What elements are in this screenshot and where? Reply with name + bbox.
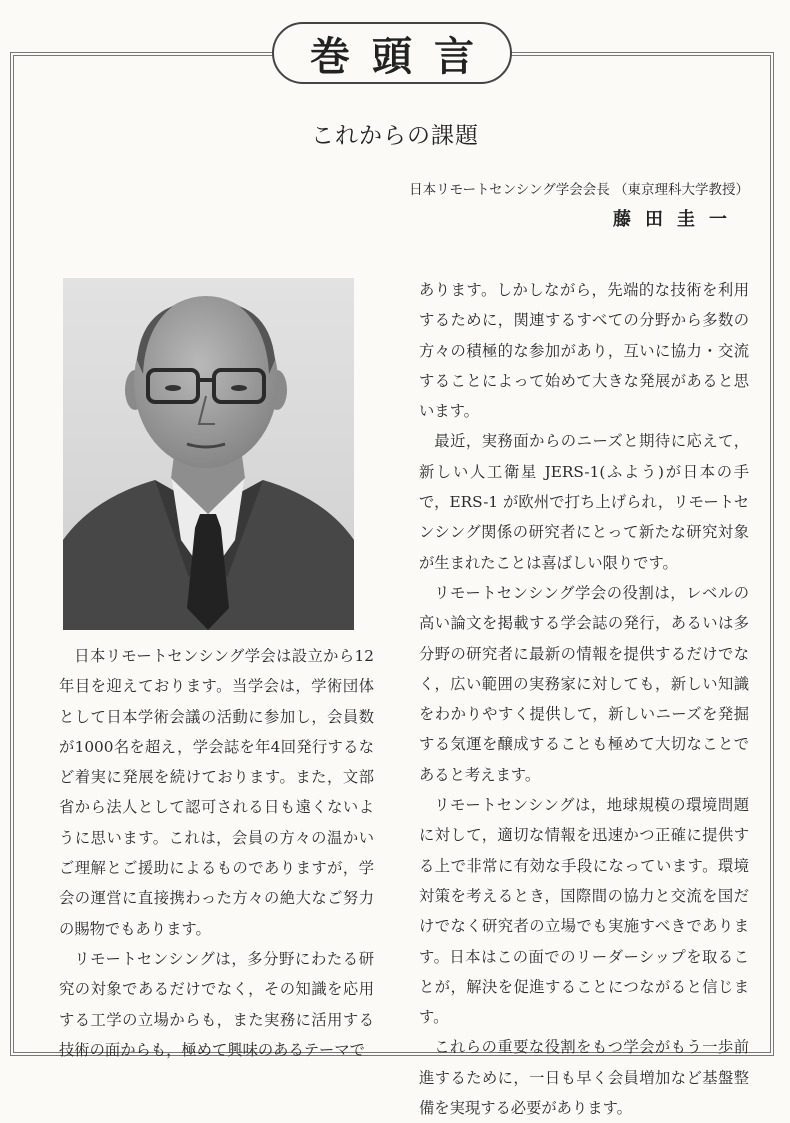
paragraph: これらの重要な役割をもつ学会がもう一歩前進するために，一日も早く会員増加など基盤整備を実現する必要があります。: [419, 1038, 749, 1118]
paragraph: リモートセンシングは，多分野にわたる研究の対象であるだけでなく，その知識を応用する工学の立場からも，また実務に活用する技術の面からも，極めて興味のあるテーマで: [59, 949, 374, 1059]
portrait-illustration: [63, 278, 354, 630]
section-header-label: 巻頭言: [310, 33, 496, 80]
paragraph: リモートセンシングは，地球規模の環境問題に対して，適切な情報を迅速かつ正確に提供する上で非常に有効な手段になっています。環境対策を考えるとき，国際間の協力と交流を国だけでなく研究者の立場でも実施すべきであります。日本はこの面でのリーダーシップを取ることが，解決を促進することにつながると信じます。: [419, 796, 749, 1027]
paragraph: 日本リモートセンシング学会は設立から12年目を迎えております。当学会は，学術団体として日本学術会議の活動に参加し，会員数が1000名を超え，学会誌を年4回発行するなど着実に発展を続けております。また，文部省から法人として認可される日も遠くないように思います。これは，会員の方々の温かいご理解とご援助によるものでありますが，学会の運営に直接携わった方々の絶大なご努力の賜物でもあります。: [59, 647, 374, 938]
author-name: 藤田圭一: [613, 209, 741, 230]
section-header-badge: [272, 22, 512, 84]
body-column-left: [59, 641, 374, 1065]
paragraph-continued: あります。しかしながら，先端的な技術を利用するために，関連するすべての分野から多数の方々の積極的な参加があり，互いに協力・交流することによって始めて大きな発展があると思います。: [419, 281, 749, 421]
author-affiliation: 日本リモートセンシング学会会長 （東京理科大学教授）: [409, 182, 749, 198]
paragraph: 最近，実務面からのニーズと期待に応えて，新しい人工衛星 JERS-1(ふよう)が日本の手で，ERS-1 が欧州で打ち上げられ，リモートセンシング関係の研究者にとって新たな研究対象が生まれたことは喜ばしい限りです。: [419, 432, 749, 572]
article-title: これからの課題: [311, 123, 479, 149]
author-portrait-photo: [63, 278, 354, 630]
body-column-right: [419, 275, 749, 1123]
paragraph: リモートセンシング学会の役割は，レベルの高い論文を掲載する学会誌の発行，あるいは多分野の研究者に最新の情報を提供するだけでなく，広い範囲の実務家に対しても，新しい知識をわかりやすく提供して，新しいニーズを発掘する気運を醸成することも極めて大切なことであると考えます。: [419, 583, 749, 784]
